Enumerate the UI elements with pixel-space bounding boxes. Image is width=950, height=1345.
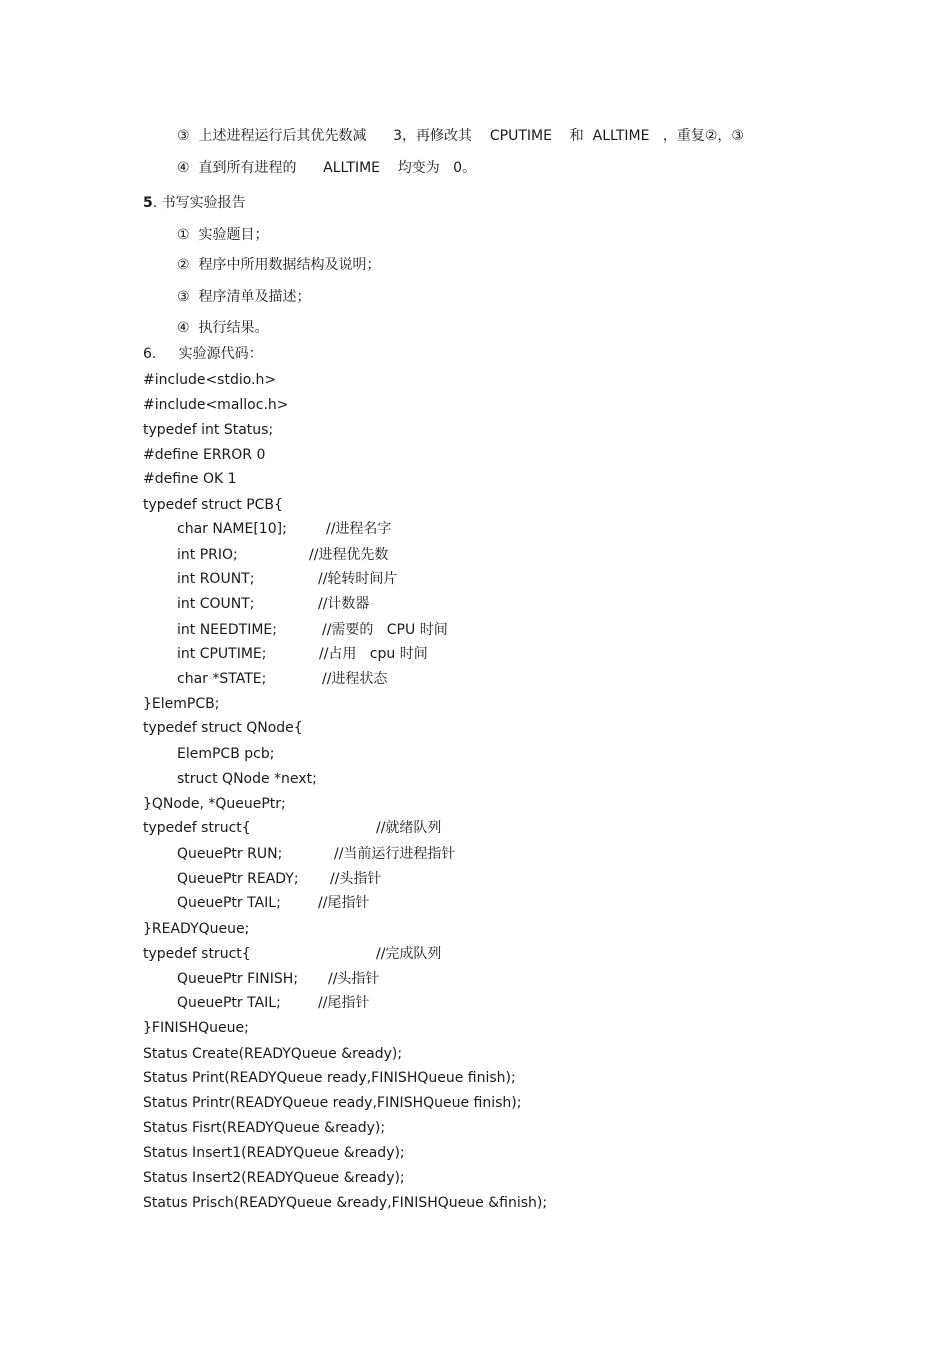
section-5-item-2: ② 程序中所用数据结构及说明； xyxy=(177,257,381,273)
code-line: ElemPCB pcb; xyxy=(177,746,275,762)
code-comment: //进程状态 xyxy=(322,671,388,687)
code-line: #define OK 1 xyxy=(143,471,237,487)
code-line: typedef struct PCB{ xyxy=(143,497,283,513)
code-comment: //尾指针 xyxy=(318,995,370,1011)
code-comment: //尾指针 xyxy=(318,895,370,911)
code-comment: //轮转时间片 xyxy=(318,571,398,587)
step-4-text: ④ 直到所有进程的 ALLTIME 均变为 0。 xyxy=(177,160,477,176)
code-comment: //当前运行进程指针 xyxy=(334,846,456,862)
section-5-item-3: ③ 程序清单及描述； xyxy=(177,289,311,305)
code-line: Status Prisch(READYQueue &ready,FINISHQueue &finish); xyxy=(143,1195,548,1211)
code-line: }ElemPCB; xyxy=(143,696,220,712)
code-comment: //头指针 xyxy=(330,871,382,887)
section-5-heading xyxy=(143,193,246,213)
code-line: int ROUNT; xyxy=(177,571,255,587)
code-line: QueuePtr TAIL; xyxy=(177,995,281,1011)
code-line: typedef int Status; xyxy=(143,422,274,438)
code-comment: //计数器 xyxy=(318,596,370,612)
section-5-number: 5 xyxy=(143,195,153,211)
code-comment: //进程名字 xyxy=(326,521,392,537)
code-comment: //进程优先数 xyxy=(309,547,389,563)
code-line: typedef struct QNode{ xyxy=(143,720,303,736)
code-line: typedef struct{ xyxy=(143,946,251,962)
code-line: }QNode, *QueuePtr; xyxy=(143,796,286,812)
code-line: Status Create(READYQueue &ready); xyxy=(143,1046,403,1062)
code-comment: //占用 cpu 时间 xyxy=(319,646,428,662)
code-line: }FINISHQueue; xyxy=(143,1020,249,1036)
code-line: QueuePtr FINISH; xyxy=(177,971,299,987)
code-line: int COUNT; xyxy=(177,596,255,612)
section-5-title: . 书写实验报告 xyxy=(152,195,246,211)
code-line: Status Fisrt(READYQueue &ready); xyxy=(143,1120,386,1136)
code-line: int NEEDTIME; xyxy=(177,622,277,638)
code-line: char NAME[10]; xyxy=(177,521,287,537)
code-line: Status Insert1(READYQueue &ready); xyxy=(143,1145,405,1161)
code-line: char *STATE; xyxy=(177,671,267,687)
code-line: #include<stdio.h> xyxy=(143,372,277,388)
code-line: int PRIO; xyxy=(177,547,238,563)
code-line: }READYQueue; xyxy=(143,921,250,937)
section-5-item-4: ④ 执行结果。 xyxy=(177,320,269,336)
code-line: Status Insert2(READYQueue &ready); xyxy=(143,1170,405,1186)
code-line: Status Print(READYQueue ready,FINISHQueue finish); xyxy=(143,1070,516,1086)
code-line: #include<malloc.h> xyxy=(143,397,289,413)
code-line: typedef struct{ xyxy=(143,820,251,836)
code-comment: //头指针 xyxy=(328,971,380,987)
code-line: int CPUTIME; xyxy=(177,646,267,662)
step-3-text: ③ 上述进程运行后其优先数减 3，再修改其 CPUTIME 和 ALLTIME ，重复②，③ xyxy=(177,128,744,144)
code-line: #define ERROR 0 xyxy=(143,447,266,463)
code-comment: //需要的 CPU 时间 xyxy=(322,622,448,638)
section-5-item-1: ① 实验题目； xyxy=(177,227,269,243)
code-line: QueuePtr READY; xyxy=(177,871,299,887)
code-line: QueuePtr RUN; xyxy=(177,846,283,862)
code-comment: //就绪队列 xyxy=(376,820,442,836)
code-line: QueuePtr TAIL; xyxy=(177,895,281,911)
code-line: Status Printr(READYQueue ready,FINISHQueue finish); xyxy=(143,1095,522,1111)
code-comment: //完成队列 xyxy=(376,946,442,962)
code-line: struct QNode *next; xyxy=(177,771,317,787)
section-6-heading: 6. 实验源代码： xyxy=(143,346,263,362)
